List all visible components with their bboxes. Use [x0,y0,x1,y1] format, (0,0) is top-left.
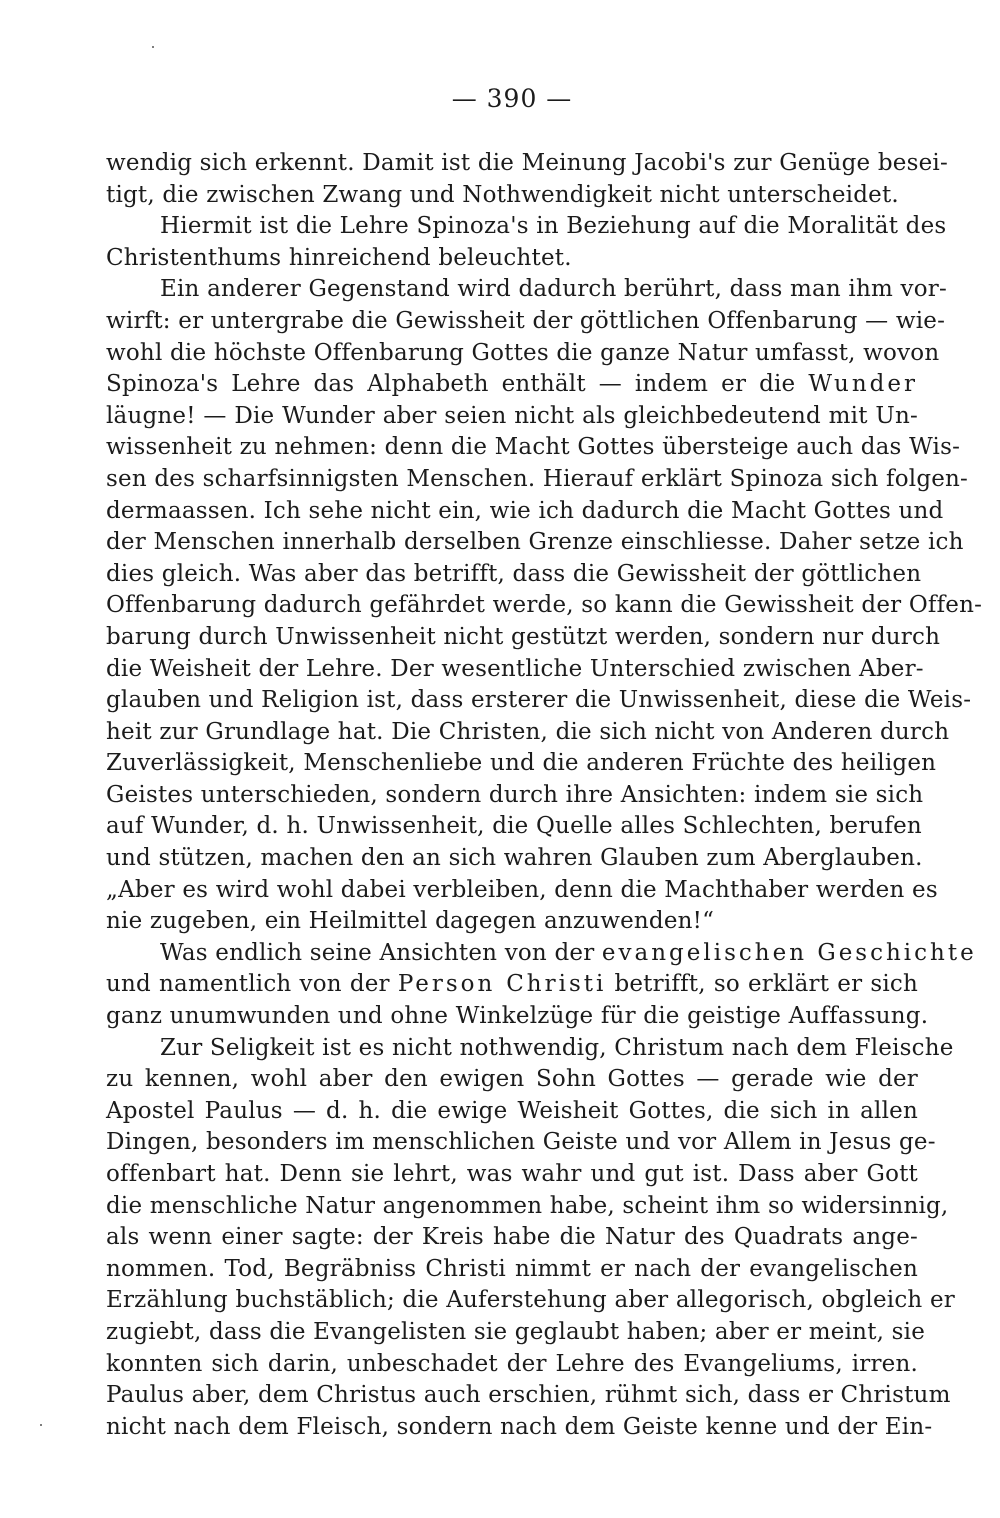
body-text [106,148,983,1443]
text-line: barung durch Unwissenheit nicht gestützt werden, sondern nur durch [106,623,941,650]
emphasized-word: Wunder [808,371,918,398]
paper-speck [40,1424,42,1426]
text-line: glauben und Religion ist, dass ersterer die Unwissenheit, diese die Weis- [106,687,972,714]
text-line: dermaassen. Ich sehe nicht ein, wie ich dadurch die Macht Gottes und [106,497,944,524]
text-line: die Weisheit der Lehre. Der wesentliche Unterschied zwischen Aber- [106,655,924,682]
text-line: nicht nach dem Fleisch, sondern nach dem Geiste kenne und der Ein- [106,1413,933,1440]
text-line: nie zugeben, ein Heilmittel dagegen anzuwenden!“ [106,908,715,935]
text-line: Erzählung buchstäblich; die Auferstehung aber allegorisch, obgleich er [106,1287,955,1314]
text-line: offenbart hat. Denn sie lehrt, was wahr und gut ist. Dass aber Gott [106,1161,918,1187]
emphasized-word: Person Christi [397,971,607,998]
text-line: wissenheit zu nehmen: denn die Macht Gottes übersteige auch das Wis- [106,434,961,461]
text-line: wendig sich erkennt. Damit ist die Meinung Jacobi's zur Genüge besei- [106,150,948,176]
text-line: Zur Seligkeit ist es nicht nothwendig, Christum nach dem Fleische [160,1034,954,1061]
text-line: Christenthums hinreichend beleuchtet. [106,244,572,271]
text-line: zu kennen, wohl aber den ewigen Sohn Gottes — gerade wie der [106,1066,918,1093]
text-line: Geistes unterschieden, sondern durch ihre Ansichten: indem sie sich [106,781,924,808]
text-line: die menschliche Natur angenommen habe, scheint ihm so widersinnig, [106,1192,949,1219]
text-line: Offenbarung dadurch gefährdet werde, so kann die Gewissheit der Offen- [106,592,983,619]
text-line: und stützen, machen den an sich wahren Glauben zum Aberglauben. [106,845,923,872]
text-line: ganz unumwunden und ohne Winkelzüge für die geistige Auffassung. [106,1003,929,1030]
text-line: Hiermit ist die Lehre Spinoza's in Beziehung auf die Moralität des [160,213,947,240]
text-line: läugne! — Die Wunder aber seien nicht als gleichbedeutend mit Un- [106,402,918,429]
text-line: Apostel Paulus — d. h. die ewige Weisheit Gottes, die sich in allen [106,1097,918,1124]
text-line: Was endlich seine Ansichten von der evangelischen Geschichte [160,939,977,966]
text-line: auf Wunder, d. h. Unwissenheit, die Quelle alles Schlechten, berufen [106,813,922,840]
text-line: Ein anderer Gegenstand wird dadurch berührt, dass man ihm vor- [160,276,947,303]
text-line: wohl die höchste Offenbarung Gottes die ganze Natur umfasst, wovon [106,339,940,366]
text-line: sen des scharfsinnigsten Menschen. Hierauf erklärt Spinoza sich folgen- [106,465,969,492]
text-line: als wenn einer sagte: der Kreis habe die Natur des Quadrats ange- [106,1224,918,1251]
page-number: — 390 — [451,84,573,113]
text-line: zugiebt, dass die Evangelisten sie geglaubt haben; aber er meint, sie [106,1318,926,1345]
text-line: dies gleich. Was aber das betrifft, dass die Gewissheit der göttlichen [106,560,922,587]
text-line: Paulus aber, dem Christus auch erschien, rühmt sich, dass er Christum [106,1382,951,1409]
text-line: Spinoza's Lehre das Alphabeth enthält — indem er die Wunder [106,371,918,398]
text-line: „Aber es wird wohl dabei verbleiben, denn die Machthaber werden es [106,876,938,903]
paper-speck [152,46,154,48]
text-line: heit zur Grundlage hat. Die Christen, die sich nicht von Anderen durch [106,718,950,745]
text-line: Dingen, besonders im menschlichen Geiste und vor Allem in Jesus ge- [106,1129,936,1156]
text-line: und namentlich von der Person Christi betrifft, so erklärt er sich [106,971,918,998]
text-line: nommen. Tod, Begräbniss Christi nimmt er nach der evangelischen [106,1255,918,1282]
text-line: Zuverlässigkeit, Menschenliebe und die anderen Früchte des heiligen [106,750,937,777]
text-line: wirft: er untergrabe die Gewissheit der göttlichen Offenbarung — wie- [106,307,946,334]
text-line: tigt, die zwischen Zwang und Nothwendigkeit nicht unterscheidet. [106,181,899,208]
text-line: der Menschen innerhalb derselben Grenze einschliesse. Daher setze ich [106,529,964,556]
emphasized-word: evangelischen Geschichte [601,939,977,966]
text-line: konnten sich darin, unbeschadet der Lehre des Evangeliums, irren. [106,1350,918,1377]
